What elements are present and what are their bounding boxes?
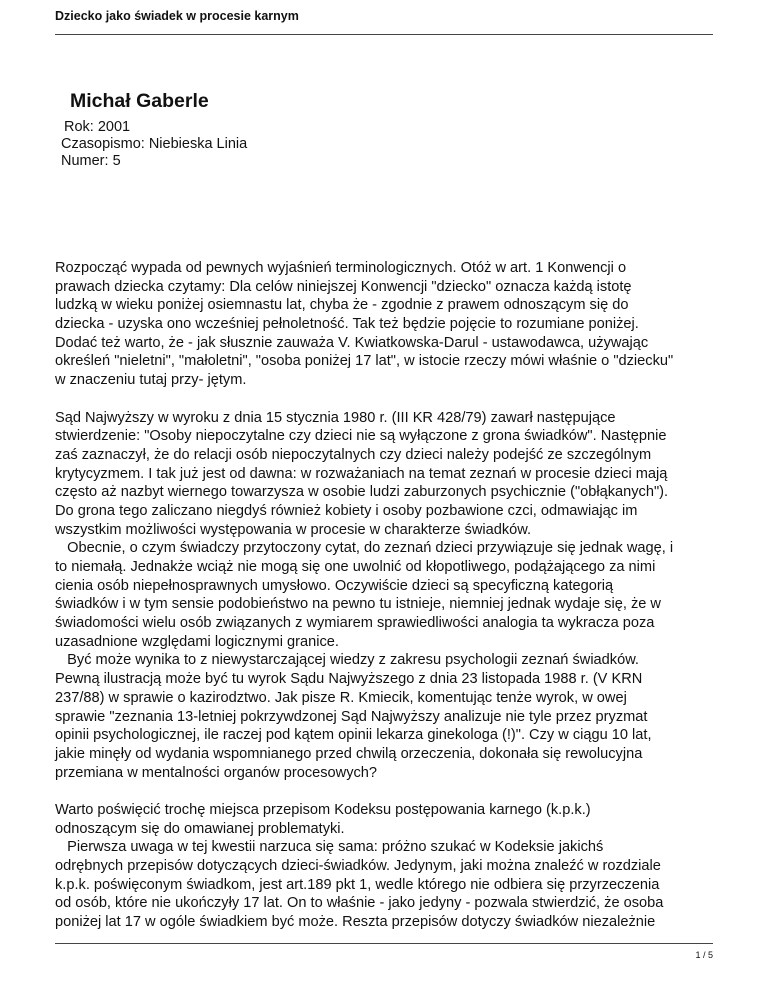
text-line: stwierdzenie: "Osoby niepoczytalne czy dzieci nie są wyłączone z grona świadków". Następnie <box>55 428 667 445</box>
text-line: uzasadnione względami logicznymi granice. <box>55 633 339 650</box>
meta-year: Rok: 2001 <box>64 119 131 135</box>
text-line: dziecka - uzyska ono wcześniej pełnoletność. Tak też będzie pojęcie to rozumiane poniżej. <box>55 316 639 333</box>
text-line: odnoszącym się do omawianej problematyki. <box>55 820 345 837</box>
running-header-title: Dziecko jako świadek w procesie karnym <box>55 9 299 23</box>
paragraph-gap <box>55 390 713 409</box>
text-line: Do grona tego zaliczano niegdyś również kobiety i osoby pozbawione czci, odmawiając im <box>55 502 638 519</box>
text-line: Rozpocząć wypada od pewnych wyjaśnień terminologicznych. Otóż w art. 1 Konwencji o <box>55 260 627 276</box>
text-line: Obecnie, o czym świadczy przytoczony cytat, do zeznań dzieci przywiązuje się jednak wagę, i <box>55 540 674 557</box>
text-line: to niemałą. Jednakże wciąż nie mogą się one uwolnić od kłopotliwego, podążającego za nimi <box>55 559 656 575</box>
footer-divider <box>55 943 713 944</box>
text-line: sprawie "zeznania 13-letniej pokrzywdzonej Sąd Najwyższy analizuje nie tyle przez pryzmat <box>55 708 648 725</box>
text-line: Warto poświęcić trochę miejsca przepisom Kodeksu postępowania karnego (k.p.k.) <box>55 801 591 818</box>
text-line: opinii psychologicznej, ile raczej pod kątem opinii lekarza ginekologa (!)". Czy w ciągu 10 lat, <box>55 727 652 744</box>
text-line: jakie minęły od wydania wspomnianego przed chwilą orzeczenia, dokonała się rewolucyjna <box>55 745 643 762</box>
text-line: od osób, które nie ukończyły 17 lat. On to właśnie - jako jedyny - pozwala stwierdzić, że osoba <box>55 895 664 912</box>
text-line: poniżej lat 17 w ogóle świadkiem być może. Reszta przepisów dotyczy świadków niezależnie <box>55 914 656 931</box>
text-line: Sąd Najwyższy w wyroku z dnia 15 stycznia 1980 r. (III KR 428/79) zawarł następujące <box>55 409 616 426</box>
text-line: k.p.k. poświęconym świadkom, jest art.189 pkt 1, wedle którego nie odbiera się przyrzeczenia <box>55 876 660 893</box>
text-line: w znaczeniu tutaj przy- jętym. <box>55 372 247 389</box>
text-line: cienia osób niepełnosprawnych umysłowo. Oczywiście dzieci są specyficzną kategorią <box>55 577 614 594</box>
text-line: Pierwsza uwaga w tej kwestii narzuca się sama: próżno szukać w Kodeksie jakichś <box>55 839 604 856</box>
text-line: 237/88) w sprawie o kazirodztwo. Jak pisze R. Kmiecik, komentując tenże wyrok, w owej <box>55 689 627 706</box>
article-body <box>55 259 713 932</box>
text-line: ludzką w wieku poniżej osiemnastu lat, chyba że - zgodnie z prawem odnoszącym się do <box>55 297 629 314</box>
text-line: określeń "nieletni", "małoletni", "osoba poniżej 17 lat", w istocie rzeczy mówi właśnie o "dziecku" <box>55 353 674 370</box>
article-meta <box>61 119 247 170</box>
text-line: Być może wynika to z niewystarczającej wiedzy z zakresu psychologii zeznań świadków. <box>55 652 639 669</box>
text-line: zaś zaznaczył, że do relacji osób niepoczytalnych czy dzieci należy podejść ze szczególnym <box>55 446 652 463</box>
text-line: świadomości wielu osób związanych z wymiarem sprawiedliwości analogia ta wykracza poza <box>55 615 655 632</box>
text-line: przemiana w mentalności organów procesowych? <box>55 764 378 781</box>
meta-issue: Numer: 5 <box>61 153 121 169</box>
text-line: Pewną ilustracją może być tu wyrok Sądu Najwyższego z dnia 23 listopada 1988 r. (V KRN <box>55 671 643 688</box>
text-line: świadków i w tym sensie podobieństwo na pewno tu istnieje, niemniej jednak wydaje się, że w <box>55 596 661 613</box>
page-number: 1 / 5 <box>695 950 713 960</box>
text-line: odrębnych przepisów dotyczących dzieci-świadków. Jedynym, jaki można znaleźć w rozdziale <box>55 858 661 874</box>
text-line: krytycyzmem. I tak już jest od dawna: w rozważaniach na temat zeznań w procesie dzieci mają <box>55 465 668 482</box>
text-line: prawach dziecka czytamy: Dla celów niniejszej Konwencji "dziecko" oznacza każdą istotę <box>55 278 632 295</box>
text-line: często aż nazbyt wiernego towarzysza w osobie ludzi zaburzonych psychicznie ("obłąkanych"). <box>55 484 669 501</box>
meta-journal: Czasopismo: Niebieska Linia <box>61 136 248 152</box>
text-line: Dodać też warto, że - jak słusznie zauważa V. Kwiatkowska-Darul - ustawodawca, używając <box>55 334 649 351</box>
article-author: Michał Gaberle <box>70 90 209 112</box>
header-divider <box>55 34 713 35</box>
paragraph-gap <box>55 782 713 801</box>
text-line: wszystkim możliwości występowania w procesie w charakterze świadków. <box>55 521 532 538</box>
